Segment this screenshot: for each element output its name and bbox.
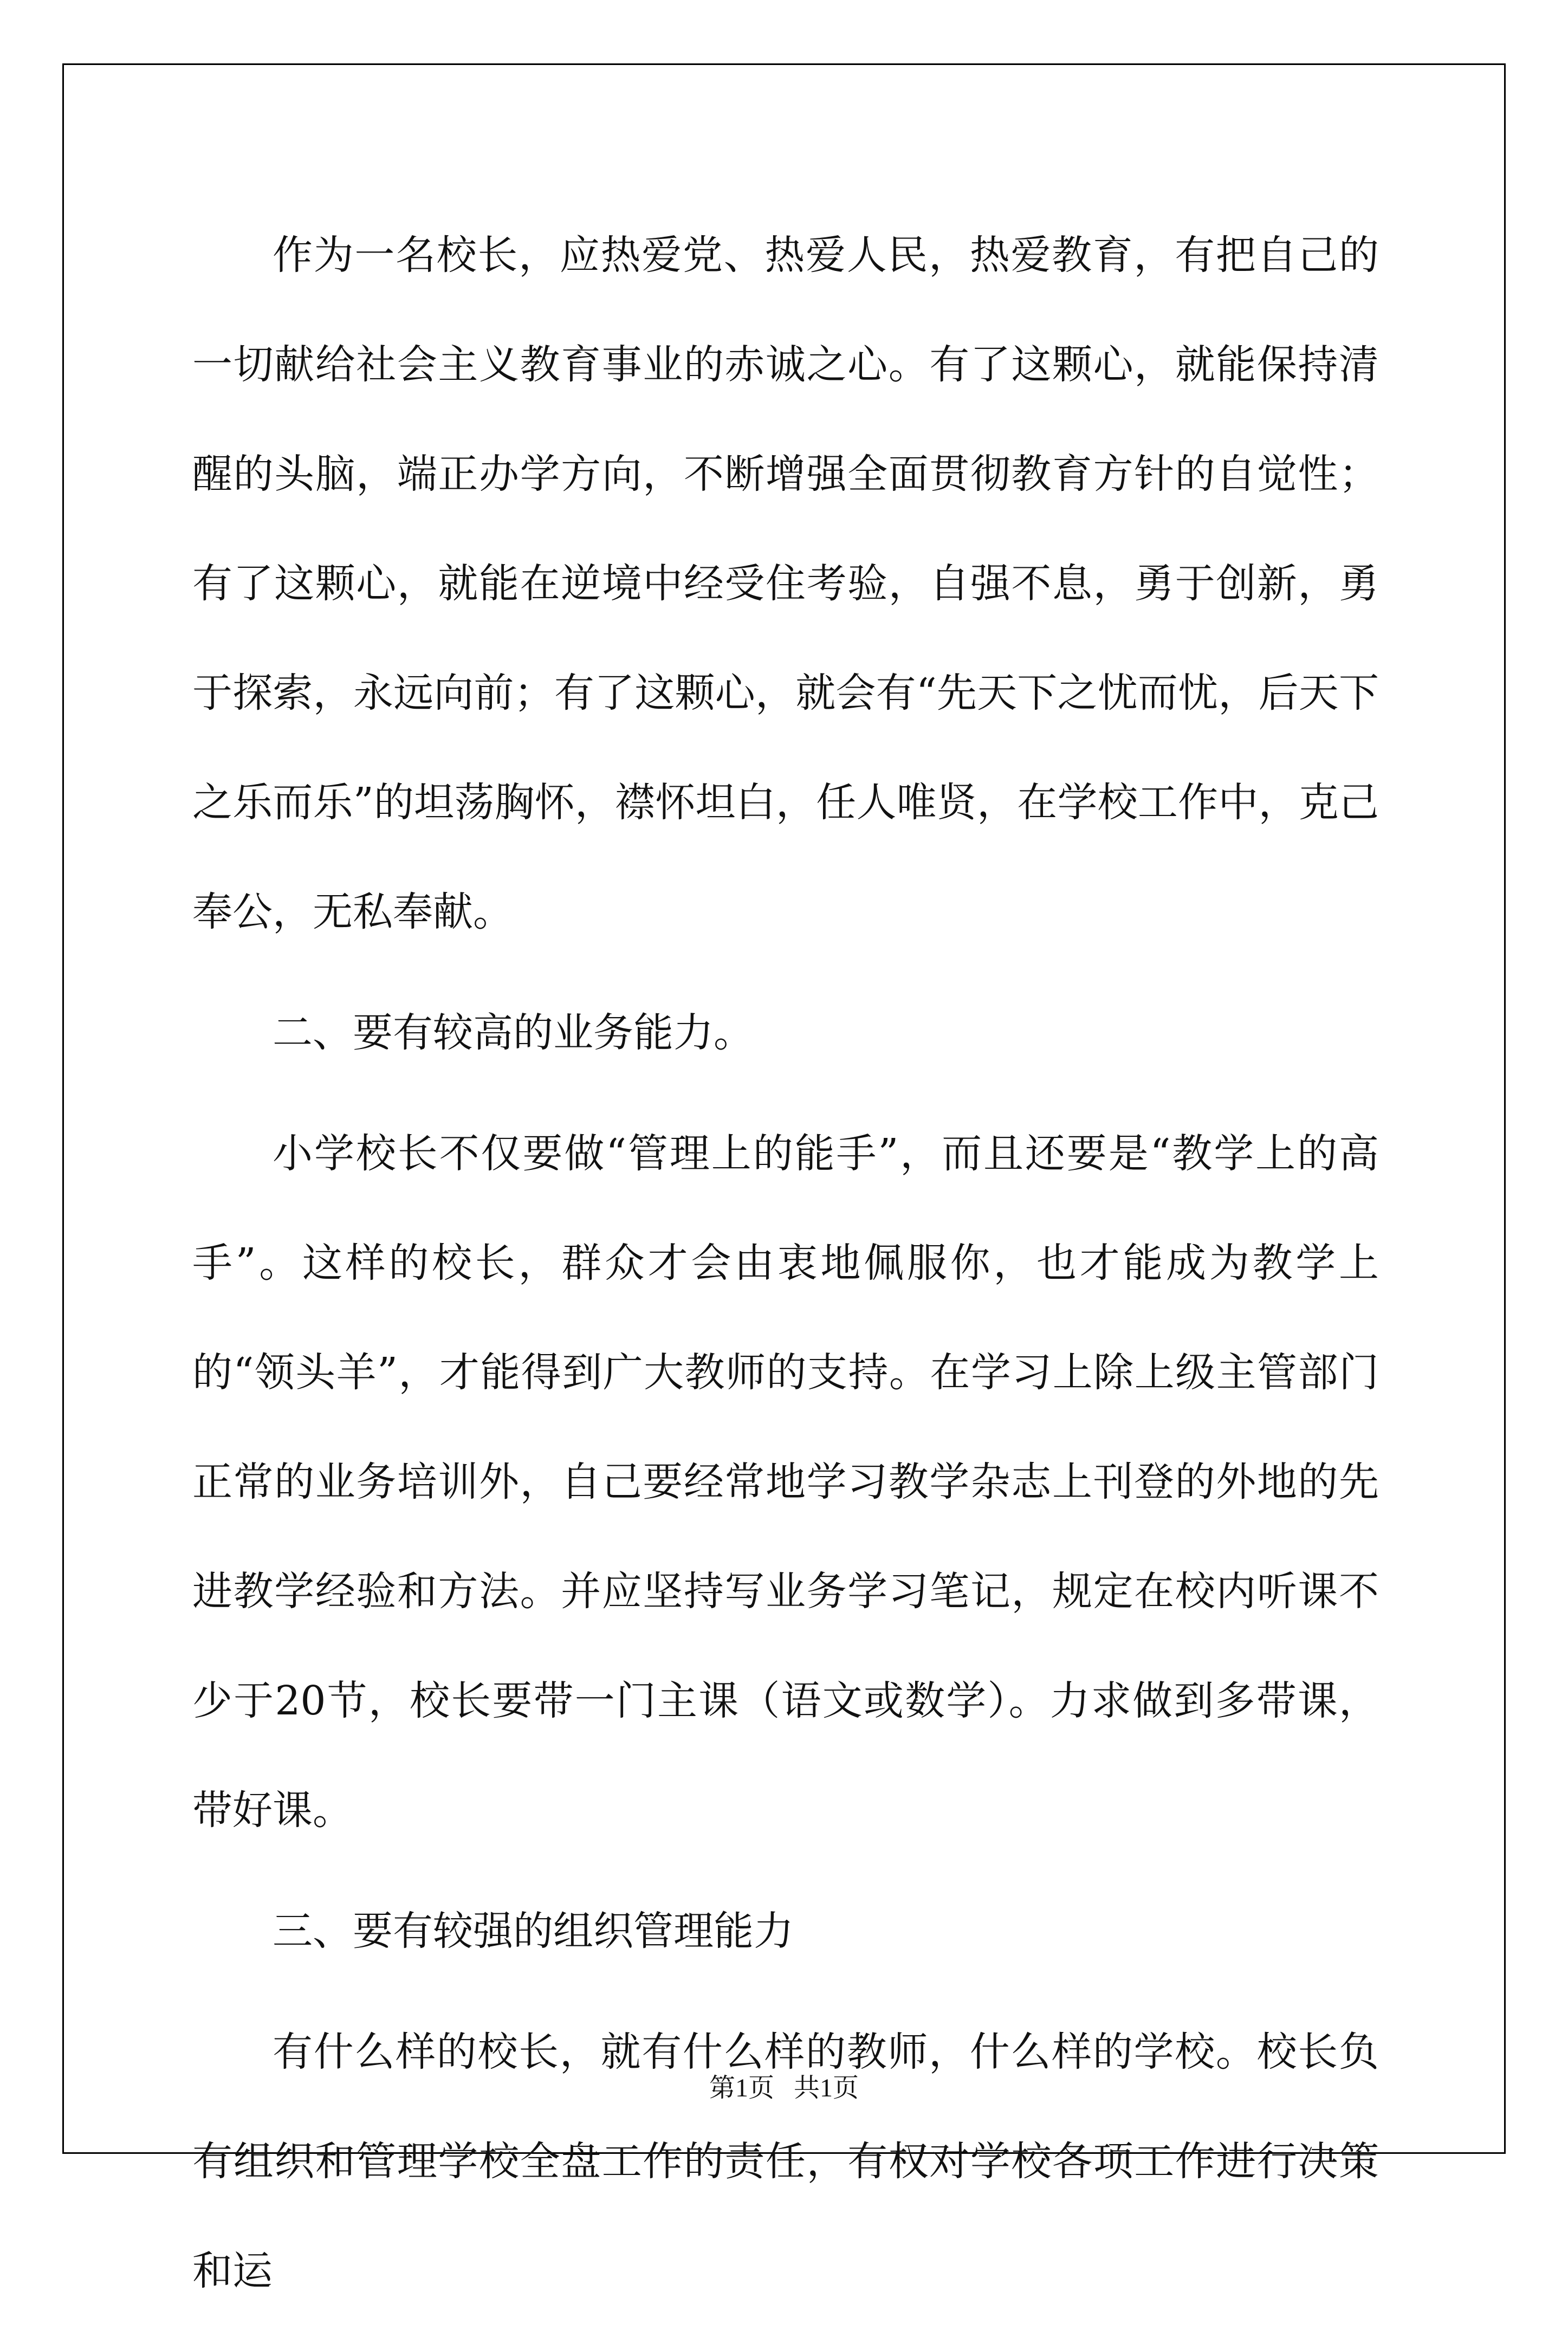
paragraph-principal-devotion: 作为一名校长，应热爱党、热爱人民，热爱教育，有把自己的一切献给社会主义教育事业的赤诚之心。有了这颗心，就能保持清醒的头脑，端正办学方向，不断增强全面贯彻教育方针的自觉性；有了这颗心，就能在逆境中经受住考验，自强不息，勇于创新，勇于探索，永远向前；有了这颗心，就会有“先天下之忧而忧，后天下之乐而乐”的坦荡胸怀，襟怀坦白，任人唯贤，在学校工作中，克己奉公，无私奉献。 bbox=[192, 232, 1379, 935]
document-body bbox=[192, 200, 1379, 2337]
page-number-footer: 第1页 共1页 bbox=[709, 2074, 859, 2102]
paragraph-school-management: 有什么样的校长，就有什么样的教师，什么样的学校。校长负有组织和管理学校全盘工作的责任，有权对学校各项工作进行决策和运 bbox=[192, 2029, 1379, 2294]
heading-business-ability: 二、要有较高的业务能力。 bbox=[273, 1009, 754, 1056]
paragraph-teaching-expert: 小学校长不仅要做“管理上的能手”，而且还要是“教学上的高手”。这样的校长，群众才会由衷地佩服你，也才能成为教学上的“领头羊”，才能得到广大教师的支持。在学习上除上级主管部门正常的业务培训外，自己要经常地学习教学杂志上刊登的外地的先进教学经验和方法。并应坚持写业务学习笔记，规定在校内听课不少于20节，校长要带一门主课（语文或数学）。力求做到多带课，带好课。 bbox=[192, 1130, 1379, 1834]
heading-organization-management: 三、要有较强的组织管理能力 bbox=[273, 1908, 794, 1954]
